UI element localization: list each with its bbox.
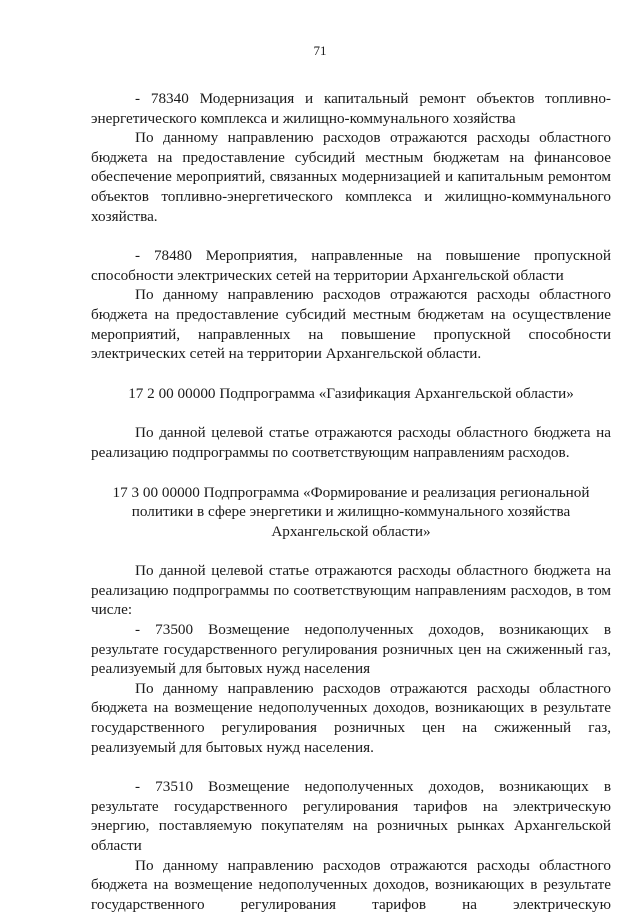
item-73500-description: По данному направлению расходов отражаются расходы областного бюджета на возмещение недополученных доходов, возникающих в результате государственного регулирования розничных цен на сжиженный газ, реализуемый для бытовых нужд населения.	[91, 679, 611, 756]
spacer	[91, 757, 611, 777]
spacer	[91, 403, 611, 423]
spacer	[91, 364, 611, 384]
item-78340-title: - 78340 Модернизация и капитальный ремонт объектов топливно-энергетического комплекса и жилищно-коммунального хозяйства	[91, 90, 611, 127]
item-78480-description: По данному направлению расходов отражаются расходы областного бюджета на предоставление субсидий местным бюджетам на осуществление мероприятий, направленных на повышение пропускной способности электрических сетей на территории Архангельской области.	[91, 286, 611, 363]
spacer	[91, 541, 611, 561]
document-body	[91, 89, 611, 914]
item-73510-title: - 73510 Возмещение недополученных доходов, возникающих в результате государственного регулирования тарифов на электрическую энергию, поставляемую покупателям на розничных рынках Архангельской области	[91, 778, 611, 854]
item-78480-title: - 78480 Мероприятия, направленные на повышение пропускной способности электрических сетей на территории Архангельской области	[91, 247, 611, 284]
subprogram-heading-17-3: 17 3 00 00000 Подпрограмма «Формирование и реализация региональной политики в сфере энергетики и жилищно-коммунального хозяйства Архангельской области»	[112, 483, 590, 540]
page-number: 71	[313, 43, 327, 58]
subprogram-heading-17-2: 17 2 00 00000 Подпрограмма «Газификация Архангельской области»	[128, 384, 574, 402]
item-73510-description: По данному направлению расходов отражаются расходы областного бюджета на возмещение недополученных доходов, возникающих в результате государственного регулирования тарифов на электрическую	[91, 856, 611, 913]
subprogram-17-2-description: По данной целевой статье отражаются расходы областного бюджета на реализацию подпрограммы по соответствующим направлениям расходов.	[91, 424, 611, 461]
subprogram-17-3-description: По данной целевой статье отражаются расходы областного бюджета на реализацию подпрограммы по соответствующим направлениям расходов, в том числе:	[91, 562, 611, 619]
item-78340-description: По данному направлению расходов отражаются расходы областного бюджета на предоставление субсидий местным бюджетам на финансовое обеспечение мероприятий, связанных модернизацией и капитальным ремонтом объектов топливно-энергетического комплекса и жилищно-коммунального хозяйства.	[91, 129, 611, 225]
spacer	[91, 226, 611, 246]
spacer	[91, 463, 611, 483]
item-73500-title: - 73500 Возмещение недополученных доходов, возникающих в результате государственного регулирования розничных цен на сжиженный газ, реализуемый для бытовых нужд населения	[91, 621, 611, 678]
